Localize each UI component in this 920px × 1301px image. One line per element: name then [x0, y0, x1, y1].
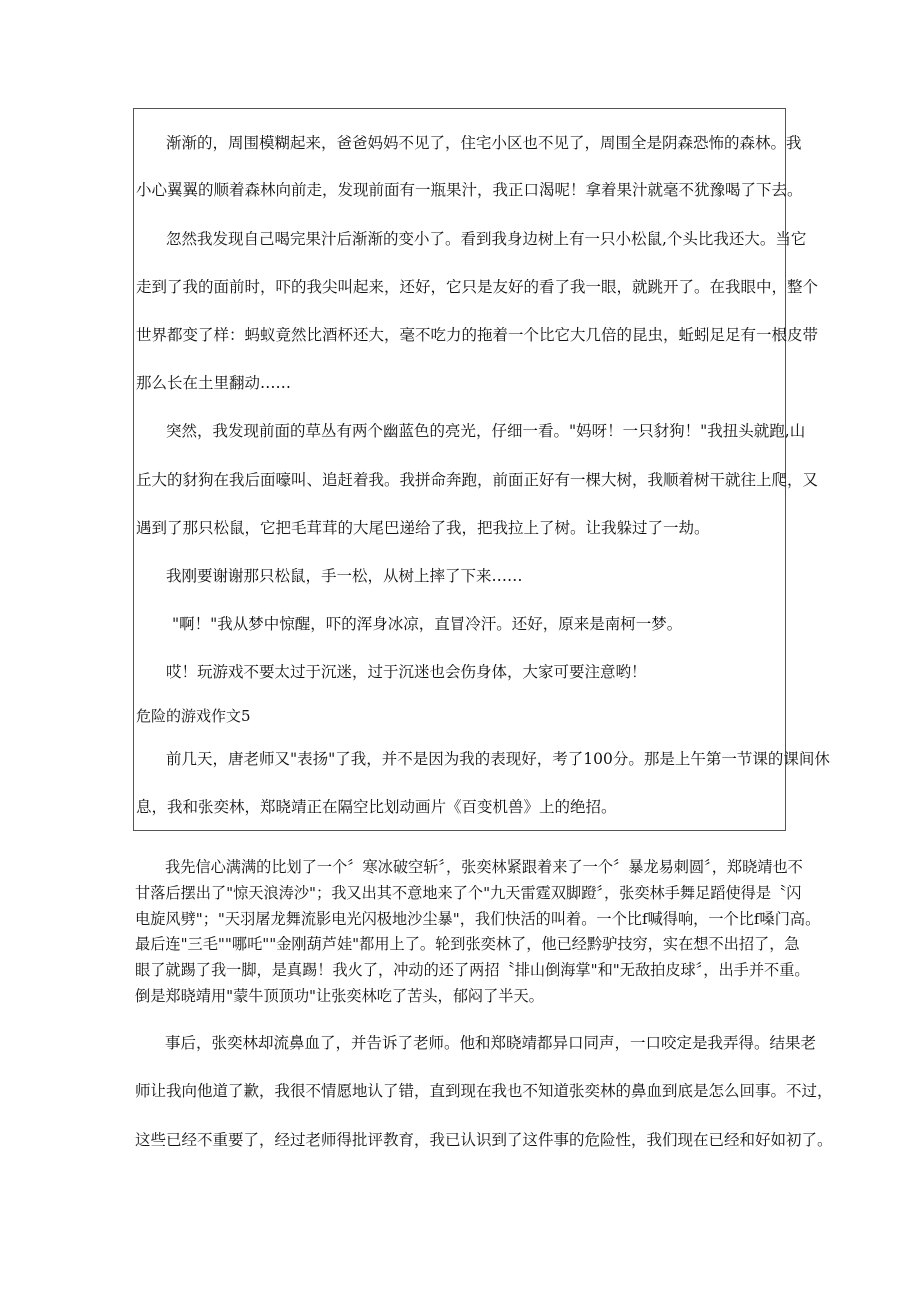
text-line: 渐渐的，周围模糊起来，爸爸妈妈不见了，住宅小区也不见了，周围全是阴森恐怖的森林。我 — [166, 134, 802, 152]
bordered-text-frame — [133, 108, 830, 831]
text-line: 走到了我的面前时，吓的我尖叫起来，还好，它只是友好的看了我一眼，就跳开了。在我眼中，整个 — [136, 278, 819, 296]
text-line: 前几天，唐老师又"表扬"了我，并不是因为我的表现好，考了100分。那是上午第一节课的课间休 — [166, 750, 830, 768]
text-line: 眼了就踢了我一脚，是真踢！我火了，冲动的还了两招〝排山倒海掌"和"无敌拍皮球〞，出手并不重。 — [135, 961, 810, 979]
text-line: 那么长在土里翻动…… — [136, 374, 292, 392]
text-line: 忽然我发现自己喝完果汁后渐渐的变小了。看到我身边树上有一只小松鼠,个头比我还大。当它 — [166, 230, 807, 248]
text-line: 甘落后摆出了"惊天浪涛沙"；我又出其不意地来了个"九天雷霆双脚蹬〞，张奕林手舞足蹈使得是〝闪 — [135, 884, 802, 902]
text-line: 最后连"三毛""哪吒""金刚葫芦娃"都用上了。轮到张奕林了，他已经黔驴技穷，实在想不出招了，急 — [135, 935, 800, 953]
text-line: 倒是郑晓靖用"蒙牛顶顶功"让张奕林吃了苦头，郁闷了半天。 — [135, 987, 544, 1005]
text-line: 遇到了那只松鼠，它把毛茸茸的大尾巴递给了我，把我拉上了树。让我躲过了一劫。 — [136, 519, 710, 537]
text-line: 丘大的豺狗在我后面嚎叫、追赶着我。我拼命奔跑，前面正好有一棵大树，我顺着树干就往上爬，又 — [136, 471, 819, 489]
text-line: 这些已经不重要了，经过老师得批评教育，我已认识到了这件事的危险性，我们现在已经和好如初了。 — [135, 1131, 833, 1149]
text-line: 我刚要谢谢那只松鼠，手一松，从树上摔了下来…… — [166, 567, 523, 585]
text-line: 哎！玩游戏不要太过于沉迷，过于沉迷也会伤身体，大家可要注意哟！ — [166, 663, 647, 681]
text-line: 事后，张奕林却流鼻血了，并告诉了老师。他和郑晓靖都异口同声，一口咬定是我弄得。结果老 — [165, 1034, 817, 1052]
section-heading: 危险的游戏作文5 — [136, 707, 251, 725]
text-line: 世界都变了样：蚂蚁竟然比酒杯还大，毫不吃力的拖着一个比它大几倍的昆虫，蚯蚓足足有一根皮带 — [136, 326, 819, 344]
text-line: 师让我向他道了歉，我很不情愿地认了错，直到现在我也不知道张奕林的鼻血到底是怎么回事。不过， — [135, 1082, 833, 1100]
text-line: "啊！"我从梦中惊醒，吓的浑身冰凉，直冒冷汗。还好，原来是南柯一梦。 — [172, 615, 683, 633]
text-line: 电旋风劈"；"天羽屠龙舞流影电光闪极地沙尘暴"，我们快活的叫着。一个比f喊得响，一个比f嗓门高。 — [135, 910, 821, 928]
text-line: 我先信心满满的比划了一个〞寒冰破空斩〞，张奕林紧跟着来了一个〞暴龙易刺圆〞，郑晓靖也不 — [165, 858, 803, 876]
text-line: 息，我和张奕林，郑晓靖正在隔空比划动画片《百变机兽》上的绝招。 — [136, 798, 617, 816]
text-line: 小心翼翼的顺着森林向前走，发现前面有一瓶果汁，我正口渴呢！拿着果汁就毫不犹豫喝了下去。 — [136, 181, 803, 199]
text-line: 突然，我发现前面的草丛有两个幽蓝色的亮光，仔细一看。"妈呀！一只豺狗！"我扭头就跑,山 — [166, 422, 806, 440]
